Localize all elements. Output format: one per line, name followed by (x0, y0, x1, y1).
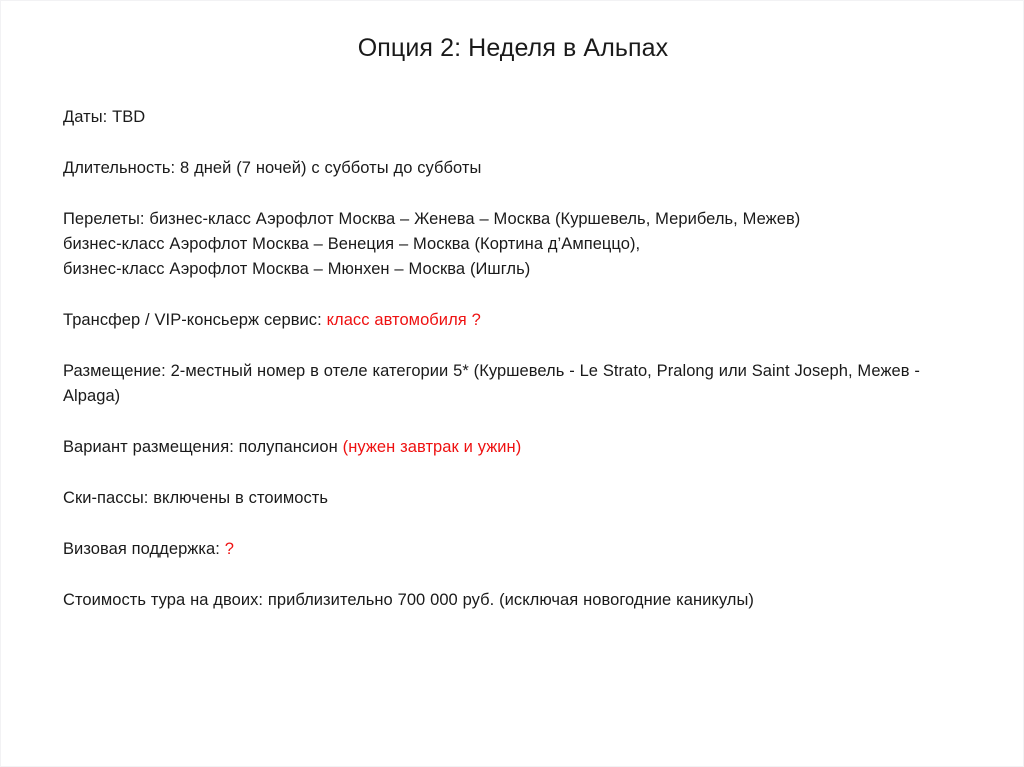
flights-line-venice: бизнес-класс Аэрофлот Москва – Венеция – Москва (Кортина д’Ампеццо), (63, 235, 641, 253)
price-line (63, 588, 947, 613)
slide-body (63, 105, 947, 613)
ski-pass-line (63, 486, 947, 511)
visa-note: ? (224, 540, 234, 558)
duration-label: Длительность: 8 дней (7 ночей) с субботы до субботы (63, 159, 482, 177)
visa-label: Визовая поддержка: (63, 540, 225, 558)
page-title: Опция 2: Неделя в Альпах (357, 34, 669, 62)
transfer-label: Трансфер / VIP-консьерж сервис: (63, 311, 327, 329)
accommodation-label: Размещение: 2-местный номер в отеле категории 5* (Куршевель - Le Strato, Pralong или Saint Joseph, Межев - Alpaga) (63, 362, 920, 405)
board-note: (нужен завтрак и ужин) (342, 438, 522, 456)
price-label: Стоимость тура на двоих: приблизительно 700 000 руб. (исключая новогодние каникулы) (63, 591, 754, 609)
flights-line-geneva: Перелеты: бизнес-класс Аэрофлот Москва – Женева – Москва (Куршевель, Мерибель, Межев) (63, 210, 801, 228)
board-label: Вариант размещения: полупансион (63, 438, 343, 456)
visa-line (63, 537, 947, 562)
accommodation-line (63, 359, 947, 409)
flights-block (63, 207, 947, 282)
duration-line (63, 156, 947, 181)
dates-line (63, 105, 947, 130)
ski-pass-label: Ски-пассы: включены в стоимость (63, 489, 329, 507)
transfer-line (63, 308, 947, 333)
board-line (63, 435, 947, 460)
flights-line-munich: бизнес-класс Аэрофлот Москва – Мюнхен – Москва (Ишгль) (63, 260, 531, 278)
dates-label: Даты: TBD (63, 108, 146, 126)
transfer-note: класс автомобиля ? (326, 311, 481, 329)
